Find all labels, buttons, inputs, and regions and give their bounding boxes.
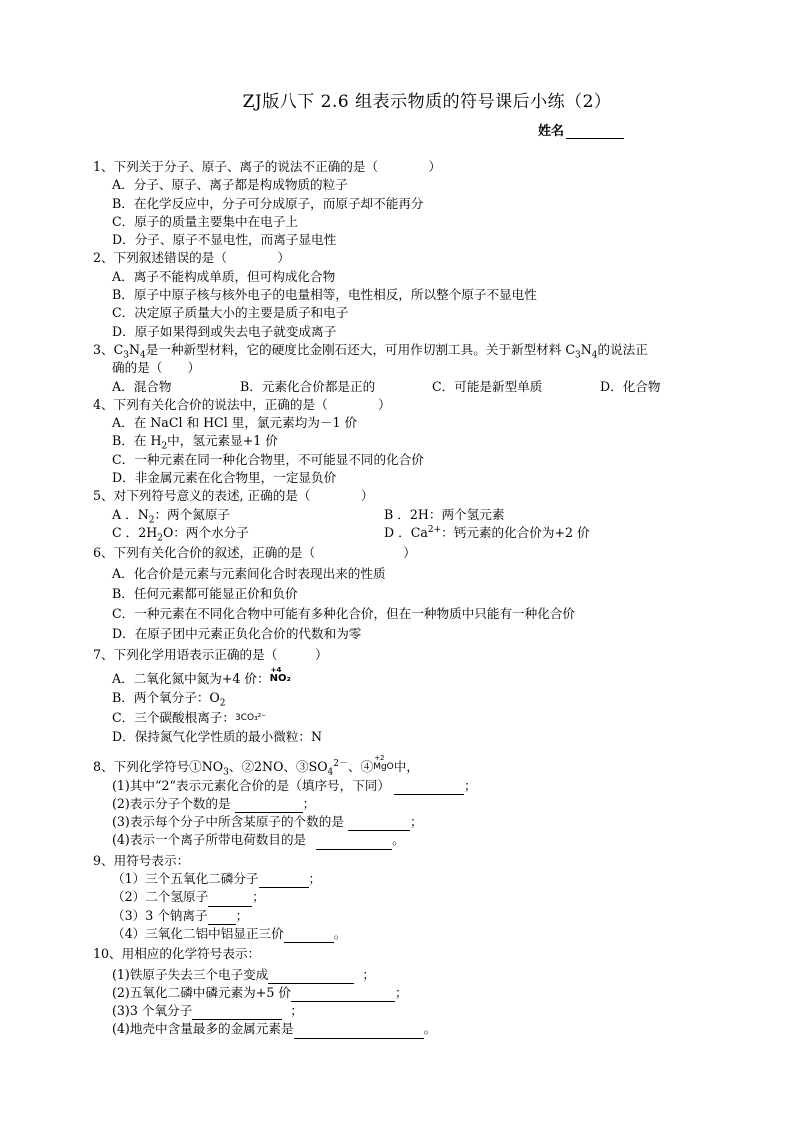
q2-option-d: D．原子如果得到或失去电子就变成离子	[112, 323, 337, 339]
question-2-stem: 2、下列叙述错误的是（ ）	[93, 250, 290, 266]
question-4-stem: 4、下列有关化合价的说法中，正确的是（ ）	[93, 396, 391, 412]
question-9-stem: 9、用符号表示：	[93, 852, 190, 868]
q5-row-cd	[93, 524, 733, 542]
q10-sub-3: (3)3 个氧分子 ；	[93, 1002, 733, 1020]
q9-answer-2[interactable]	[208, 893, 252, 907]
q8-answer-3[interactable]	[348, 817, 410, 831]
question-5-stem: 5、对下列符号意义的表述, 正确的是（ ）	[93, 488, 374, 504]
q3-option-a: A．混合物	[112, 378, 172, 394]
q1-option-b: B．在化学反应中，分子可分成原子，而原子却不能再分	[112, 195, 424, 211]
question-3-stem-cont: 确的是（ ）	[112, 360, 201, 376]
q6-option-b: B．任何元素都可能显正价和负价	[112, 585, 298, 601]
name-label: 姓名	[538, 124, 565, 139]
q8-answer-1[interactable]	[394, 781, 464, 795]
q1-option-a: A．分子、原子、离子都是构成物质的粒子	[112, 177, 348, 193]
q9-sub-2: （2）二个氢原子 ；	[93, 888, 733, 906]
no2-formula-image: +4 NO₂	[269, 666, 291, 685]
q6-option-c: C．一种元素在不同化合物中可能有多种化合价，但在一种物质中只能有一种化合价	[112, 606, 576, 622]
q9-answer-1[interactable]	[259, 874, 309, 888]
q8-sub-4: (4)表示一个离子所带电荷数目的是 。	[93, 831, 733, 849]
q7-option-d: D．保持氮气化学性质的最小微粒：N	[112, 728, 323, 744]
q6-option-a: A．化合价是元素与元素间化合时表现出来的性质	[112, 565, 386, 581]
question-list	[93, 158, 733, 1039]
q5-option-d: D ．$Ca^{2+}$：钙元素的化合价为+2 价	[384, 524, 590, 540]
q8-sub-3: (3)表示每个分子中所含某原子的个数的是 ；	[93, 813, 733, 831]
q6-option-d: D．在原子团中元素正负化合价的代数和为零	[112, 626, 362, 642]
q10-sub-4: (4)地壳中含量最多的金属元素是 。	[93, 1020, 733, 1038]
q4-option-b: B．在 $H_2$中，氢元素显+1 价	[112, 433, 278, 452]
q7-option-a: A．二氧化氮中氮为+4 价： +4 NO₂	[93, 670, 733, 689]
q10-answer-3[interactable]	[192, 1006, 282, 1020]
q4-option-c: C．一种元素在同一种化合物里，不可能显不同的化合价	[112, 451, 424, 467]
mgo-formula-image: +2 MgO	[373, 754, 394, 773]
q9-answer-4[interactable]	[284, 929, 334, 943]
q3-option-b: B．元素化合价都是正的	[240, 378, 376, 394]
q9-sub-1: （1）三个五氧化二磷分子 ；	[93, 870, 733, 888]
q8-answer-4[interactable]	[316, 836, 392, 850]
question-1-stem: 1、下列关于分子、原子、离子的说法不正确的是（ ）	[93, 159, 442, 174]
q2-option-c: C．决定原子质量大小的主要是质子和电子	[112, 305, 349, 321]
q7-option-b: B．两个氧分子：$O_2$	[112, 689, 226, 709]
name-blank[interactable]	[566, 126, 624, 139]
q5-row-ab	[93, 506, 733, 524]
q3-options-row	[93, 378, 733, 396]
q7-option-c: C．三个碳酸根离子：3CO₃²⁻	[93, 709, 733, 728]
q4-option-a: A．在 NaCl 和 HCl 里，氯元素均为－1 价	[112, 415, 358, 431]
q1-option-d: D．分子、原子不显电性，而离子显电性	[112, 232, 337, 248]
q8-answer-2[interactable]	[235, 799, 303, 813]
q5-option-a: A ．$N_2$：两个氮原子	[112, 506, 231, 526]
q10-sub-1: (1)铁原子失去三个电子变成 ；	[93, 966, 733, 984]
q1-option-c: C．原子的质量主要集中在电子上	[112, 213, 298, 229]
q9-sub-3: （3）3 个钠离子 ；	[93, 907, 733, 925]
question-6-stem: 6、下列有关化合价的叙述，正确的是（ ）	[93, 545, 416, 561]
q9-sub-4: （4）三氧化二铝中铝显正三价 。	[93, 925, 733, 943]
q4-option-d: D．非金属元素在化合物里，一定显负价	[112, 470, 337, 486]
q2-option-b: B．原子中原子核与核外电子的电量相等，电性相反，所以整个原子不显电性	[112, 287, 537, 303]
q10-answer-4[interactable]	[294, 1025, 424, 1039]
q10-sub-2: (2)五氧化二磷中磷元素为+5 价 ；	[93, 984, 733, 1002]
q10-answer-1[interactable]	[268, 970, 354, 984]
question-7-stem: 7、下列化学用语表示正确的是（ ）	[93, 646, 328, 662]
q8-sub-2: (2)表示分子个数的是 ；	[93, 795, 733, 813]
name-field	[538, 120, 624, 139]
q8-sub-1: (1)其中“2“表示元素化合价的是（填序号，下同） ；	[93, 777, 733, 795]
q9-answer-3[interactable]	[208, 911, 236, 925]
question-8-stem: 8、下列化学符号$①NO_3$、②2NO、$③SO_4^{2-}$、④ +2 MgO中，	[93, 754, 419, 778]
question-3-stem: 3、$C_3N_4$是一种新型材料，它的硬度比金刚石还大，可用作切割工具。关于新型材料 $C_3N_4$的说法正	[93, 341, 648, 361]
carbonate-formula-image: 3CO₃²⁻	[234, 713, 267, 724]
q10-answer-2[interactable]	[291, 988, 395, 1002]
q3-option-c: C．可能是新型单质	[432, 378, 543, 394]
q5-option-b: B ．2H：两个氢元素	[384, 506, 505, 522]
page-title: ZJ版八下 2.6 组表示物质的符号课后小练（2）	[242, 92, 612, 112]
q2-option-a: A．离子不能构成单质，但可构成化合物	[112, 268, 336, 284]
question-10-stem: 10、用相应的化学符号表示：	[93, 946, 261, 962]
q3-option-d: D．化合物	[600, 378, 661, 394]
q5-option-c: C ．$2H_2O$：两个水分子	[112, 524, 249, 544]
